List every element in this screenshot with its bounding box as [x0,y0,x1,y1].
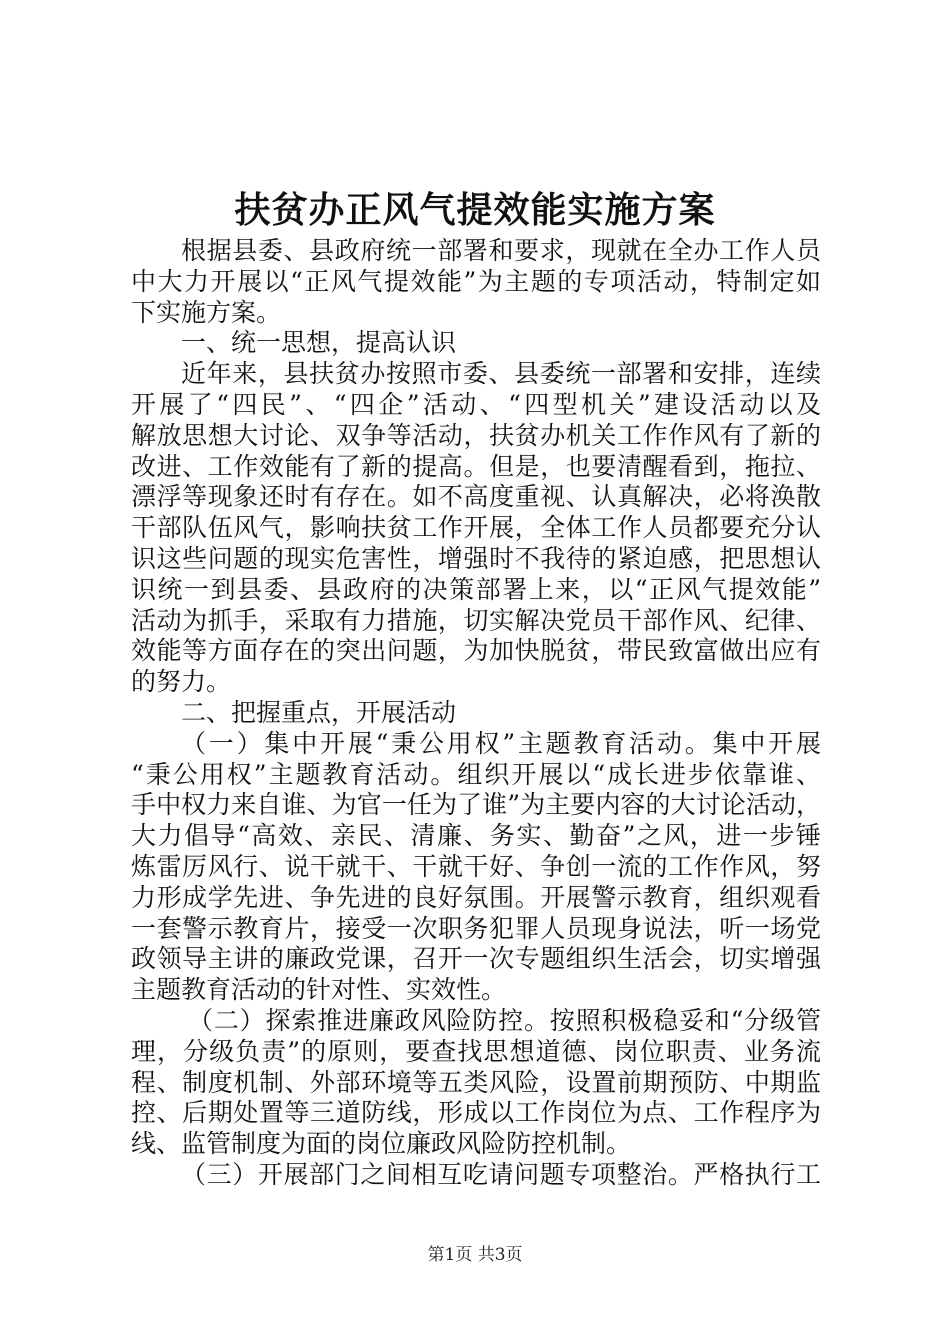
paragraph-line: 识这些问题的现实危害性，增强时不我待的紧迫感，把思想认 [131,543,821,573]
paragraph-line: 识统一到县委、县政府的决策部署上来，以“正风气提效能” [131,574,821,604]
page-footer: 第1页 共3页 [427,1245,523,1265]
document-body [131,236,821,1191]
paragraph-line: （二）探索推进廉政风险防控。按照积极稳妥和“分级管 [188,1005,821,1035]
paragraph-line: 根据县委、县政府统一部署和要求，现就在全办工作人员 [181,236,821,265]
section-heading: 二、把握重点，开展活动 [181,697,457,727]
paragraph-line: 下实施方案。 [131,297,282,327]
paragraph-line: 线、监管制度为面的岗位廉政风险防控机制。 [131,1129,632,1159]
paragraph-line: 程、制度机制、外部环境等五类风险，设置前期预防、中期监 [131,1067,821,1097]
paragraph-line: 力形成学先进、争先进的良好氛围。开展警示教育，组织观看 [131,882,821,912]
paragraph-line: 活动为抓手，采取有力措施，切实解决党员干部作风、纪律、 [131,605,821,635]
paragraph-line: 主题教育活动的针对性、实效性。 [131,975,507,1005]
paragraph-line: 手中权力来自谁、为官一任为了谁”为主要内容的大讨论活动， [131,790,821,820]
paragraph-line: 漂浮等现象还时有存在。如不高度重视、认真解决，必将涣散 [131,482,821,512]
paragraph-line: 中大力开展以“正风气提效能”为主题的专项活动，特制定如 [131,266,821,296]
paragraph-line: 干部队伍风气，影响扶贫工作开展，全体工作人员都要充分认 [131,513,821,543]
paragraph-line: 改进、工作效能有了新的提高。但是，也要清醒看到，拖拉、 [131,451,821,481]
paragraph-line: 的努力。 [131,667,232,697]
paragraph-line: 开展了“四民”、“四企”活动、“四型机关”建设活动以及 [131,389,821,419]
paragraph-line: 控、后期处置等三道防线，形成以工作岗位为点、工作程序为 [131,1098,821,1128]
paragraph-line: 炼雷厉风行、说干就干、干就干好、争创一流的工作作风，努 [131,851,821,881]
paragraph-line: 一套警示教育片，接受一次职务犯罪人员现身说法，听一场党 [131,913,821,943]
paragraph-line: 政领导主讲的廉政党课，召开一次专题组织生活会，切实增强 [131,944,821,974]
paragraph-line: 效能等方面存在的突出问题，为加快脱贫，带民致富做出应有 [131,636,821,666]
paragraph-line: （一）集中开展“秉公用权”主题教育活动。集中开展 [181,728,821,758]
document-title: 扶贫办正风气提效能实施方案 [234,189,716,231]
section-heading: 一、统一思想，提高认识 [181,328,457,358]
paragraph-line: 近年来，县扶贫办按照市委、县委统一部署和安排，连续 [181,359,821,389]
paragraph-line: （三）开展部门之间相互吃请问题专项整治。严格执行工 [181,1159,821,1189]
paragraph-line: 理，分级负责”的原则，要查找思想道德、岗位职责、业务流 [131,1036,821,1066]
paragraph-line: 大力倡导“高效、亲民、清廉、务实、勤奋”之风，进一步锤 [131,821,821,851]
paragraph-line: 解放思想大讨论、双争等活动，扶贫办机关工作作风有了新的 [131,420,821,450]
paragraph-line: “秉公用权”主题教育活动。组织开展以“成长进步依靠谁、 [131,759,821,789]
